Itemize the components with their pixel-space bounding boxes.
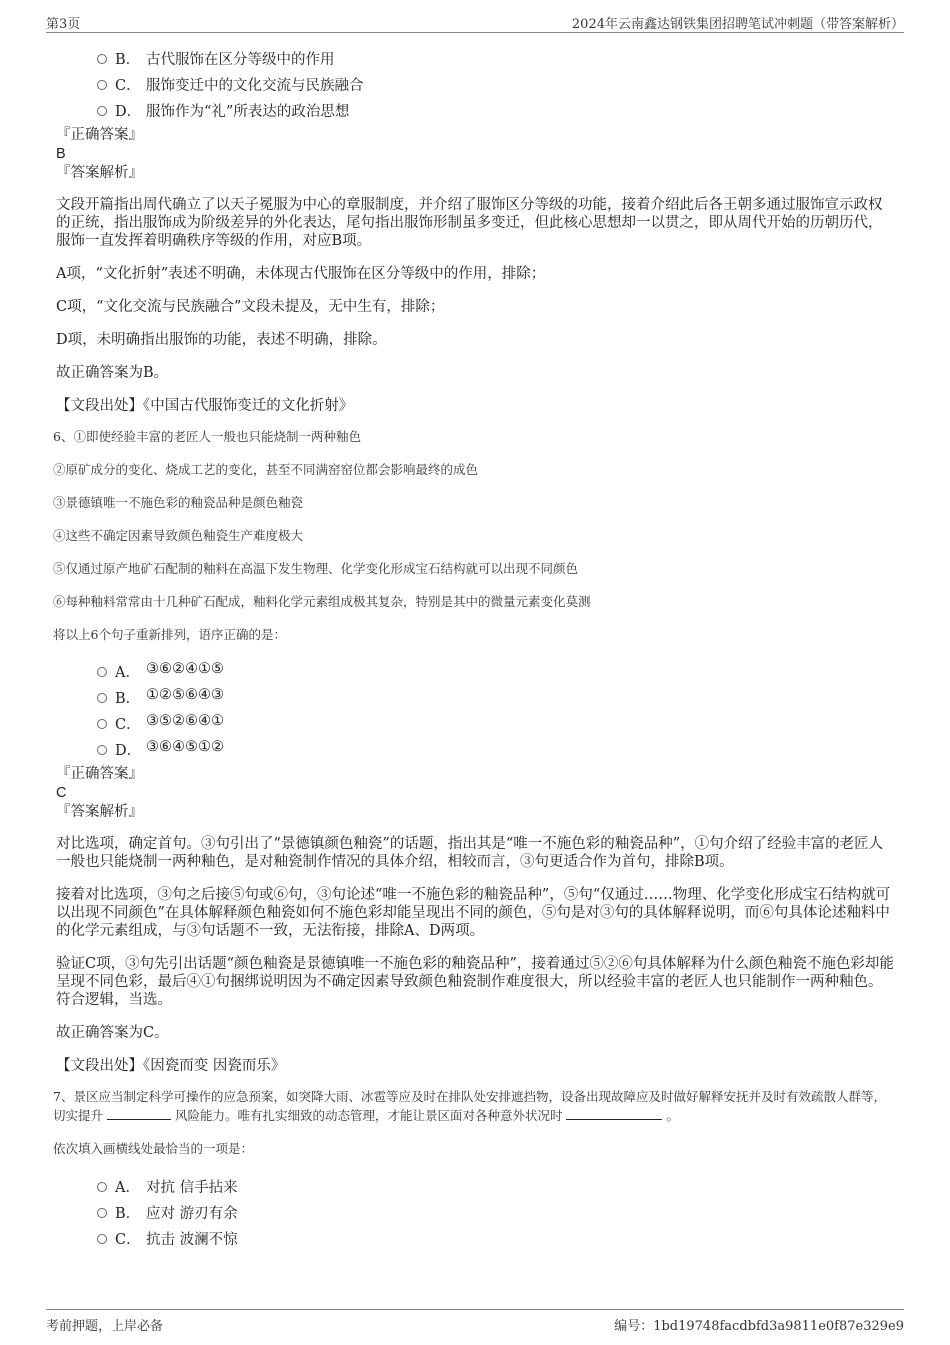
document-code: 编号：1bd19748facdbfd3a9811e0f87e329e9	[614, 1319, 904, 1334]
q7-option-b[interactable]: B． 应对 游刃有余	[56, 1198, 896, 1224]
q7-option-c[interactable]: C． 抗击 波澜不惊	[56, 1224, 896, 1250]
document-title: 2024年云南鑫达钢铁集团招聘笔试冲刺题（带答案解析）	[571, 17, 904, 32]
analysis-paragraph: 验证C项，③句先引出话题“颜色釉瓷是景德镇唯一不施色彩的釉瓷品种”，接着通过⑤②⑥句具体解释为什么颜色釉瓷不施色彩却能呈现不同色彩，最后④①句捆绑说明因为不确定因素导致颜色釉瓷制作难度很大，所以经验丰富的老匠人也只能制作一两种釉色。符合逻辑，当选。	[56, 956, 894, 1008]
radio-icon[interactable]	[97, 667, 107, 677]
question-7-stem: 7、景区应当制定科学可操作的应急预案，如突降大雨、冰雹等应及时在排队处安排遮挡物，设备出现故障应及时做好解释安抚并及时有效疏散人群等，切实提升 风险能力。唯有扎实细致的动态管理，才能让景区面对各种意外状况时 。	[53, 1089, 886, 1123]
analysis-paragraph: D项，未明确指出服饰的功能，表述不明确，排除。	[56, 332, 387, 348]
question-prompt: 依次填入画横线处最恰当的一项是：	[53, 1141, 254, 1156]
radio-icon[interactable]	[97, 80, 107, 90]
analysis-label: 『答案解析』	[56, 165, 143, 181]
question-sentence: ⑥每种釉料常常由十几种矿石配成，釉料化学元素组成极其复杂，特别是其中的微量元素变化莫测	[53, 594, 591, 609]
question-sentence: ②原矿成分的变化、烧成工艺的变化，甚至不同满窑窑位都会影响最终的成色	[53, 462, 479, 477]
radio-icon[interactable]	[97, 1234, 107, 1244]
question-sentence: ④这些不确定因素导致颜色釉瓷生产难度极大	[53, 528, 304, 543]
correct-answer-label: 『正确答案』	[56, 766, 143, 782]
q5-option-c[interactable]: C． 服饰变迁中的文化交流与民族融合	[56, 70, 896, 96]
analysis-paragraph: A项，“文化折射”表述不明确，未体现古代服饰在区分等级中的作用，排除；	[56, 266, 546, 282]
radio-icon[interactable]	[97, 106, 107, 116]
correct-answer: B	[56, 146, 66, 162]
question-6	[53, 427, 896, 644]
question-prompt: 将以上6个句子重新排列，语序正确的是：	[53, 627, 286, 642]
q6-option-c[interactable]: C． ③⑤②⑥④①	[56, 709, 896, 735]
radio-icon[interactable]	[97, 1182, 107, 1192]
q6-options	[56, 657, 896, 761]
page-header	[46, 10, 904, 33]
radio-icon[interactable]	[97, 1208, 107, 1218]
q6-option-a[interactable]: A． ③⑥②④①⑤	[56, 657, 896, 683]
fill-blank-1[interactable]	[107, 1107, 171, 1120]
analysis-paragraph: 文段开篇指出周代确立了以天子冕服为中心的章服制度，并介绍了服饰区分等级的功能，接着介绍此后各王朝多通过服饰宣示政权的正统，指出服饰成为阶级差异的外化表达，尾句指出服饰形制虽多变迁，但此核心思想却一以贯之，即从周代开始的历朝历代，服饰一直发挥着明确秩序等级的作用，对应B项。	[56, 197, 883, 249]
analysis-paragraph: 接着对比选项，③句之后接⑤句或⑥句，③句论述“唯一不施色彩的釉瓷品种”，⑤句“仅通过……物理、化学变化形成宝石结构就可以出现不同颜色”在具体解释颜色釉瓷如何不施色彩却能呈现出不同的颜色，⑤句是对③句的具体解释说明，而⑥句具体论述釉料中的化学元素组成，与③句话题不一致，无法衔接，排除A、D两项。	[56, 887, 891, 939]
radio-icon[interactable]	[97, 719, 107, 729]
question-sentence: 6、①即使经验丰富的老匠人一般也只能烧制一两种釉色	[53, 429, 361, 444]
correct-answer-label: 『正确答案』	[56, 127, 143, 143]
source-citation: 【文段出处】《中国古代服饰变迁的文化折射》	[56, 398, 354, 414]
radio-icon[interactable]	[97, 54, 107, 64]
fill-blank-2[interactable]	[566, 1107, 662, 1120]
analysis-label: 『答案解析』	[56, 804, 143, 820]
q6-option-d[interactable]: D． ③⑥④⑤①②	[56, 735, 896, 761]
analysis-paragraph: 故正确答案为C。	[56, 1025, 169, 1041]
source-citation: 【文段出处】《因瓷而变 因瓷而乐》	[56, 1058, 286, 1074]
q6-option-b[interactable]: B． ①②⑤⑥④③	[56, 683, 896, 709]
page-footer	[46, 1309, 904, 1334]
q5-options	[56, 44, 896, 122]
page-number: 第3页	[46, 17, 81, 32]
analysis-paragraph: 对比选项，确定首句。③句引出了“景德镇颜色釉瓷”的话题，指出其是“唯一不施色彩的釉瓷品种”，①句介绍了经验丰富的老匠人一般也只能烧制一两种釉色，是对釉瓷制作情况的具体介绍，相较而言，③句更适合作为首句，排除B项。	[56, 836, 884, 870]
q7-options	[56, 1172, 896, 1250]
analysis-paragraph: C项，“文化交流与民族融合”文段未提及，无中生有，排除；	[56, 299, 445, 315]
q7-option-a[interactable]: A． 对抗 信手拈来	[56, 1172, 896, 1198]
radio-icon[interactable]	[97, 745, 107, 755]
analysis-paragraph: 故正确答案为B。	[56, 365, 169, 381]
q5-option-b[interactable]: B． 古代服饰在区分等级中的作用	[56, 44, 896, 70]
correct-answer: C	[56, 785, 67, 801]
question-sentence: ③景德镇唯一不施色彩的釉瓷品种是颜色釉瓷	[53, 495, 304, 510]
content	[53, 44, 896, 1250]
footer-slogan: 考前押题，上岸必备	[46, 1319, 164, 1334]
question-sentence: ⑤仅通过原产地矿石配制的釉料在高温下发生物理、化学变化形成宝石结构就可以出现不同颜色	[53, 561, 579, 576]
q5-option-d[interactable]: D． 服饰作为“礼”所表达的政治思想	[56, 96, 896, 122]
radio-icon[interactable]	[97, 693, 107, 703]
